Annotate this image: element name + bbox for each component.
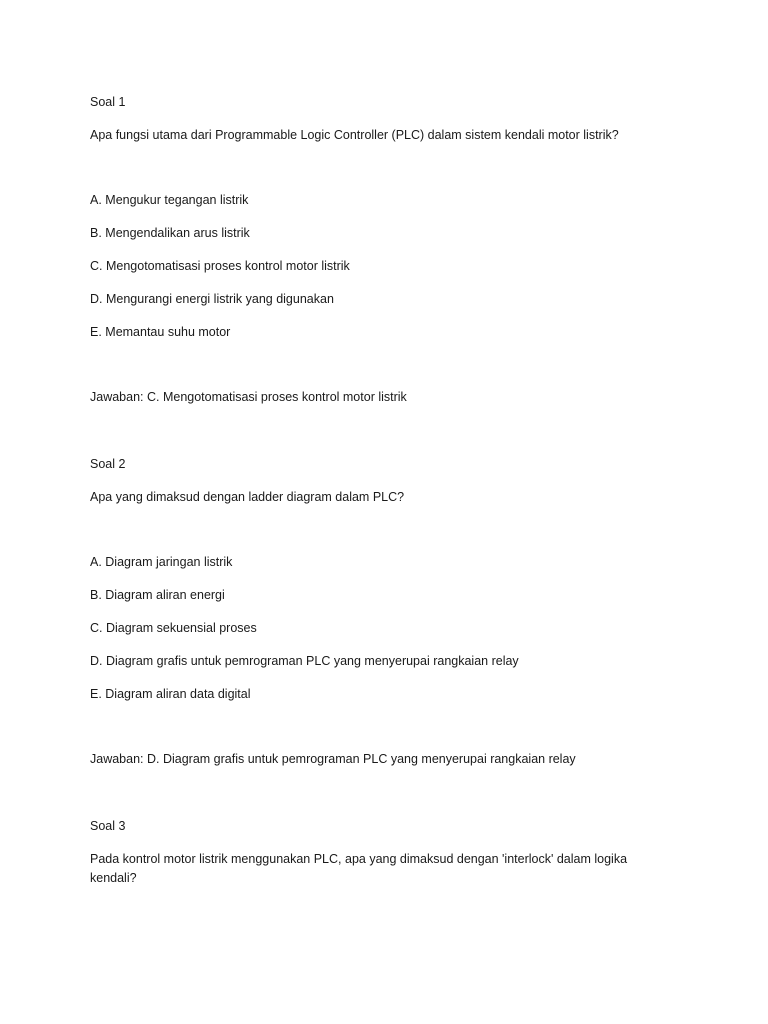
question-1-heading: Soal 1 [90,95,126,109]
question-2-option-b: B. Diagram aliran energi [90,588,225,602]
question-3-text: Pada kontrol motor listrik menggunakan PLC, apa yang dimaksud dengan 'interlock' dalam logika kendali? [90,852,628,885]
question-1-text: Apa fungsi utama dari Programmable Logic Controller (PLC) dalam sistem kendali motor listrik? [90,128,619,142]
question-2-option-c: C. Diagram sekuensial proses [90,621,257,635]
question-1-answer: Jawaban: C. Mengotomatisasi proses kontrol motor listrik [90,390,407,404]
question-1-option-b: B. Mengendalikan arus listrik [90,226,250,240]
question-2-answer: Jawaban: D. Diagram grafis untuk pemrograman PLC yang menyerupai rangkaian relay [90,752,576,766]
question-1-option-a: A. Mengukur tegangan listrik [90,193,249,207]
question-2-option-d: D. Diagram grafis untuk pemrograman PLC yang menyerupai rangkaian relay [90,654,519,668]
document-page [90,0,650,1024]
question-1-option-c: C. Mengotomatisasi proses kontrol motor listrik [90,259,350,273]
question-1-option-d: D. Mengurangi energi listrik yang digunakan [90,292,334,306]
question-2-text: Apa yang dimaksud dengan ladder diagram dalam PLC? [90,490,405,504]
question-1-option-e: E. Memantau suhu motor [90,325,231,339]
question-2-heading: Soal 2 [90,457,126,471]
question-2-option-a: A. Diagram jaringan listrik [90,555,233,569]
question-2-option-e: E. Diagram aliran data digital [90,687,251,701]
question-3-heading: Soal 3 [90,819,126,833]
